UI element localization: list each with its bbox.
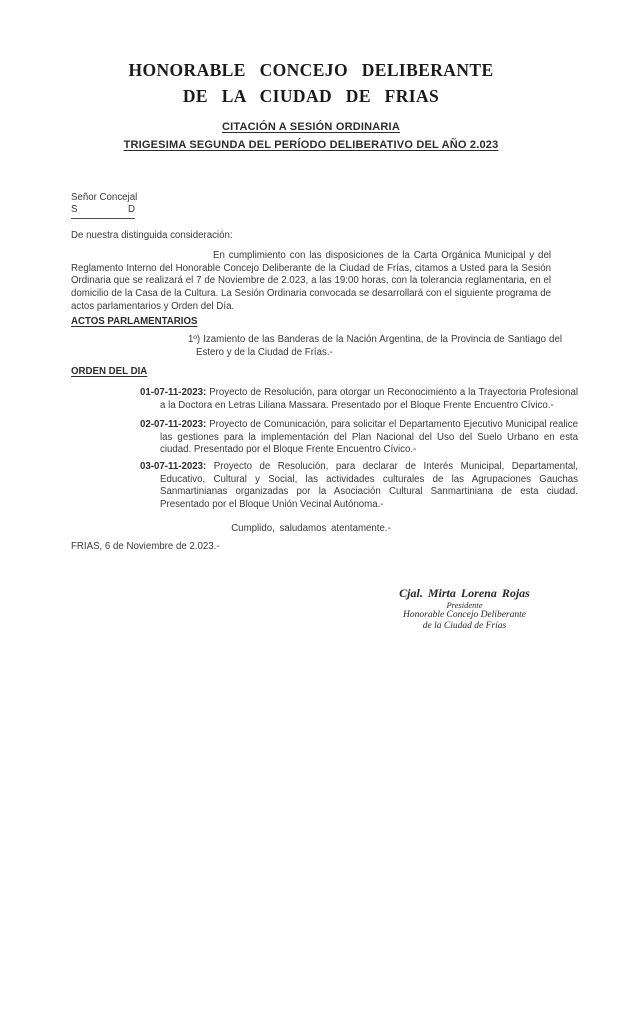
orden-item-01-text: Proyecto de Resolución, para otorgar un Reconocimiento a la Trayectoria Profesional a la Doctora en Letras Liliana Massara. Presentado por el Bloque Frente Encuentro Cívico.- [160,387,578,411]
salutation: De nuestra distinguida consideración: [71,230,233,241]
actos-item-1 [188,334,562,359]
orden-item-03-date-label: 03-07-11-2023: [140,461,207,472]
orden-item-01 [140,387,578,412]
addressee-blank-line [71,204,135,219]
addressee-label: Señor Concejal [71,192,138,203]
session-citation-subtitle [0,119,622,154]
orden-item-02-text: Proyecto de Comunicación, para solicitar el Departamento Ejecutivo Municipal realice las gestiones para la implementación del Plan Nacional del Uso del Suelo Urbano en esta ciudad. Presentado por el Bloque Frente Encuentro Cívico.- [160,419,578,456]
orden-item-02 [140,419,578,457]
citation-heading: CITACIÓN A SESIÓN ORDINARIA [222,121,400,133]
actos-item-1-text: Izamiento de las Banderas de la Nación Argentina, de la Provincia de Santiago del Estero y de la Ciudad de Frías.- [196,334,562,358]
actos-parlamentarios-heading: ACTOS PARLAMENTARIOS [71,316,198,327]
signer-name: Cjal. Mirta Lorena Rojas [399,586,530,600]
addressee-initial-s: S [71,204,78,215]
addressee-initial-d: D [128,204,135,215]
orden-item-01-date-label: 01-07-11-2023: [140,387,207,398]
actos-item-1-number: 1º) [188,334,201,345]
document-title-line1: HONORABLE CONCEJO DELIBERANTE [128,60,494,80]
signature-block [352,586,577,632]
place-date-line: FRIAS, 6 de Noviembre de 2.023.- [71,541,220,552]
orden-item-03-text: Proyecto de Resolución, para declarar de Interés Municipal, Departamental, Educativo, Cultural y Social, las actividades culturales de las Agrupaciones Gauchas Sanmartinianas organizadas por la Asociación Cultural Sanmartiniana de esta ciudad. Presentado por el Bloque Unión Vecinal Autónoma.- [160,461,578,511]
session-number-heading: TRIGESIMA SEGUNDA DEL PERÍODO DELIBERATIVO DEL AÑO 2.023 [123,138,499,151]
orden-del-dia-heading: ORDEN DEL DIA [71,366,148,377]
closing-line: Cumplido, saludamos atentamente.- [231,523,391,534]
document-title-line2: DE LA CIUDAD DE FRIAS [182,86,440,106]
document-title [0,57,622,109]
signer-role: Presidente [446,600,483,610]
orden-item-02-date-label: 02-07-11-2023: [140,419,207,430]
orden-item-03 [140,461,578,512]
signer-org-line2: de la Ciudad de Frías [422,621,507,631]
body-paragraph: En cumplimiento con las disposiciones de la Carta Orgánica Municipal y del Reglamento Interno del Honorable Concejo Deliberante de la Ciudad de Frías, citamos a Usted para la Sesión Ordinaria que se realizará el 7 de Noviembre de 2.023, a las 19:00 horas, con la tolerancia reglamentaria, en el domicilio de la Casa de la Cultura. La Sesión Ordinaria convocada se desarrollará con el siguiente programa de actos parlamentarios y Orden del Día. [71,250,551,312]
signer-org-line1: Honorable Concejo Deliberante [403,610,526,620]
